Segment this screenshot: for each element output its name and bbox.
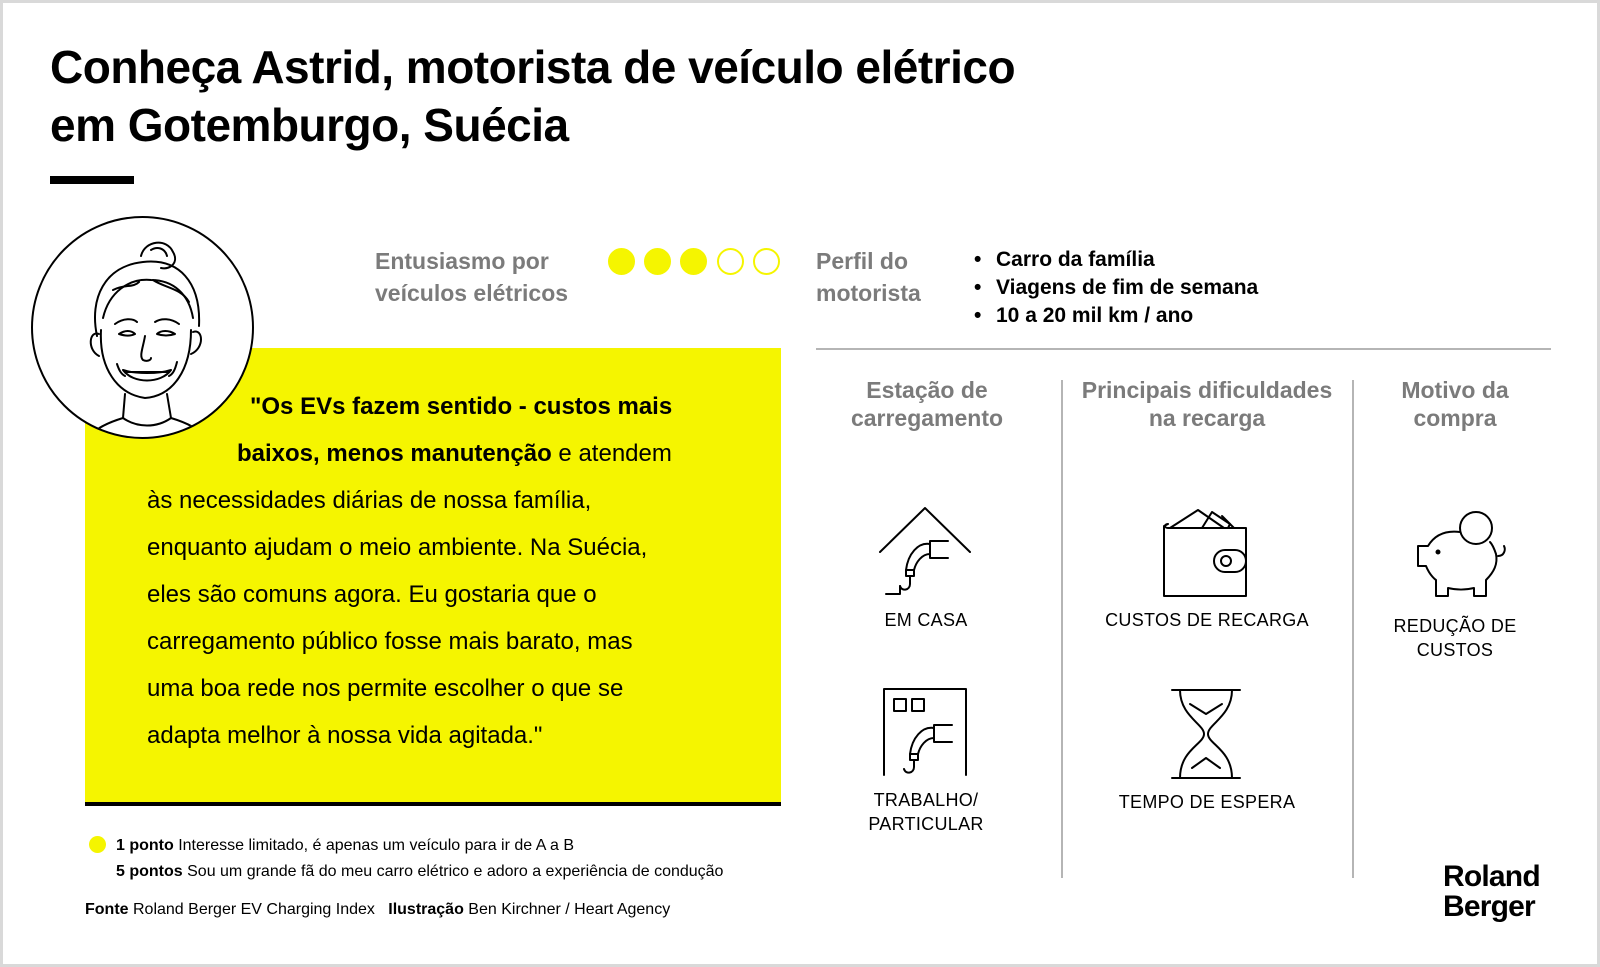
charging-station-heading: Estação de carregamento (850, 377, 1004, 431)
section-divider (816, 348, 1551, 350)
source-credit: Fonte Roland Berger EV Charging Index Ilustração Ben Kirchner / Heart Agency (85, 901, 671, 918)
charging-costs-label: CUSTOS DE RECARGA (1105, 610, 1309, 630)
quote-line-3: às necessidades diárias de nossa família, (147, 487, 592, 514)
purchase-reason-heading: Motivo da compra (1401, 377, 1509, 431)
quote-line-1: "Os EVs fazem sentido - custos mais (250, 393, 673, 420)
quote-line-2: baixos, menos manutenção e atendem (237, 440, 672, 467)
rating-dot (608, 248, 635, 275)
waiting-time-label: TEMPO DE ESPERA (1118, 792, 1296, 812)
wallet-icon (1160, 508, 1250, 600)
quote-line-4: enquanto ajudam o meio ambiente. Na Suécia, (147, 534, 648, 561)
driver-profile-label: Perfil do motorista (816, 248, 921, 306)
column-divider (1061, 380, 1063, 878)
legend-five-points: 5 pontos Sou um grande fã do meu carro elétrico e adoro a experiência de condução (116, 863, 724, 880)
difficulties-heading: Principais dificuldades na recarga (1081, 377, 1333, 431)
rating-dot (717, 248, 744, 275)
roland-berger-logo: Roland Berger (1443, 860, 1540, 923)
quote-line-8: adapta melhor à nossa vida agitada." (147, 722, 543, 749)
page-title (50, 38, 1150, 154)
rating-dot (680, 248, 707, 275)
building-charger-icon (882, 687, 968, 777)
astrid-portrait (31, 216, 254, 439)
cost-reduction-label: REDUÇÃO DE CUSTOS (1393, 616, 1517, 660)
work-charging-label: TRABALHO/ PARTICULAR (868, 790, 984, 834)
driver-profile-list (974, 246, 1258, 330)
hourglass-icon (1170, 688, 1242, 780)
enthusiasm-label: Entusiasmo por veículos elétricos (375, 248, 569, 306)
legend-one-point: 1 ponto Interesse limitado, é apenas um veículo para ir de A a B (116, 837, 574, 854)
profile-item: • Viagens de fim de semana (974, 274, 1258, 302)
house-charger-icon (878, 506, 972, 598)
title-line-1: Conheça Astrid, motorista de veículo elétrico (50, 41, 1016, 93)
profile-item: • 10 a 20 mil km / ano (974, 302, 1258, 330)
quote-line-7: uma boa rede nos permite escolher o que se (147, 675, 624, 702)
profile-item: • Carro da família (974, 246, 1258, 274)
rating-dot (644, 248, 671, 275)
column-divider (1352, 380, 1354, 878)
piggy-bank-icon (1414, 508, 1508, 600)
home-charging-label: EM CASA (884, 610, 968, 630)
legend-dot (89, 836, 106, 853)
title-underline (50, 176, 134, 184)
rating-dot (753, 248, 780, 275)
quote-line-6: carregamento público fosse mais barato, mas (147, 628, 633, 655)
title-line-2: em Gotemburgo, Suécia (50, 99, 569, 151)
quote-line-5: eles são comuns agora. Eu gostaria que o (147, 581, 597, 608)
